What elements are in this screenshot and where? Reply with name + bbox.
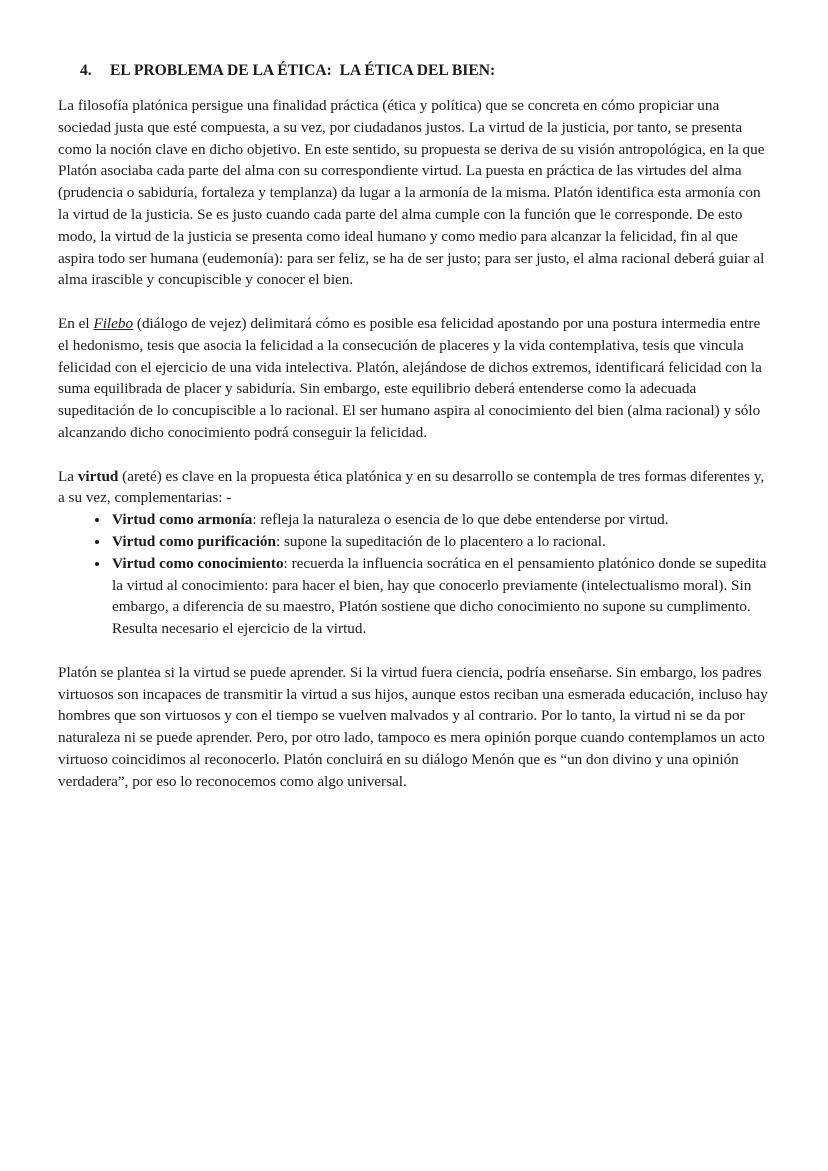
text-segment: Filebo	[93, 314, 134, 332]
section-title: EL PROBLEMA DE LA ÉTICA: LA ÉTICA DEL BIEN:	[110, 62, 496, 79]
text-segment: : recuerda la influencia socrática en el pensamiento platónico donde se supedita la virtud al conocimiento: para hacer el bien, hay que conocerlo previamente (intelectualismo moral). Sin embargo, a diferencia de su maestro, Platón sostiene que dicho conocimiento no supone su cumplimento. Resulta necesario el ejercicio de la virtud.	[112, 554, 767, 638]
text-segment: La filosofía platónica persigue una finalidad práctica (ética y política) que se concreta en cómo propiciar una sociedad justa que esté compuesta, a su vez, por ciudadanos justos. La virtud de la justicia, por tanto, se presenta como la noción clave en dicho objetivo. En este sentido, su propuesta se deriva de su visión antropológica, en la que Platón asociaba cada parte del alma con su correspondiente virtud. La puesta en práctica de las virtudes del alma (prudencia o sabiduría, fortaleza y templanza) da lugar a la armonía de la misma. Platón identifica esta armonía con la virtud de la justicia. Se es justo cuando cada parte del alma cumple con la función que le corresponde. De esto modo, la virtud de la justicia se presenta como ideal humano y como medio para alcanzar la felicidad, fin al que aspira todo ser humana (eudemonía): para ser feliz, se ha de ser justo; para ser justo, el alma racional deberá guiar al alma irascible y concupiscible y conocer el bien.	[58, 97, 765, 289]
list-item	[110, 509, 770, 531]
text-segment: Virtud como purificación	[112, 532, 276, 550]
document-body	[58, 95, 770, 793]
section-number: 4.	[80, 62, 92, 79]
text-segment: : supone la supeditación de lo placentero a lo racional.	[275, 532, 606, 550]
paragraph	[58, 313, 770, 444]
text-segment: En el	[58, 314, 94, 332]
text-segment: Virtud como conocimiento	[112, 554, 284, 572]
paragraph	[58, 662, 770, 793]
list-item	[110, 531, 770, 553]
text-segment: La	[58, 467, 78, 485]
list-item	[110, 553, 770, 640]
bullet-list	[58, 509, 770, 640]
paragraph	[58, 95, 770, 291]
text-segment: (areté) es clave en la propuesta ética platónica y en su desarrollo se contempla de tres formas diferentes y, a su vez, complementarias: -	[58, 467, 765, 507]
text-segment: Platón se plantea si la virtud se puede aprender. Si la virtud fuera ciencia, podría enseñarse. Sin embargo, los padres virtuosos son incapaces de transmitir la virtud a sus hijos, aunque estos reciban una esmerada educación, incluso hay hombres que son virtuosos y con el tiempo se vuelven malvados y al contrario. Por lo tanto, la virtud ni se da por naturaleza ni se puede aprender. Pero, por otro lado, tampoco es mera opinión porque cuando contemplamos un acto virtuoso coincidimos al reconocerlo. Platón concluirá en su diálogo Menón que es “un don divino y una opinión verdadera”, por eso lo reconocemos como algo universal.	[58, 663, 768, 790]
section-heading	[80, 60, 770, 82]
text-segment: (diálogo de vejez) delimitará cómo es posible esa felicidad apostando por una postura intermedia entre el hedonismo, tesis que asocia la felicidad a la consecución de placeres y la vida contemplativa, tesis que vincula felicidad con el ejercicio de una vida intelectiva. Platón, alejándose de dichos extremos, identificará felicidad con la suma equilibrada de placer y sabiduría. Sin embargo, este equilibrio deberá entenderse como la adecuada supeditación de lo concupiscible a lo racional. El ser humano aspira al conocimiento del bien (alma racional) y sólo alcanzando dicho conocimiento podrá conseguir la felicidad.	[58, 314, 762, 441]
text-segment: virtud	[77, 467, 119, 485]
paragraph	[58, 466, 770, 510]
text-segment: : refleja la naturaleza o esencia de lo que debe entenderse por virtud.	[252, 511, 669, 529]
text-segment: Virtud como armonía	[112, 511, 253, 529]
